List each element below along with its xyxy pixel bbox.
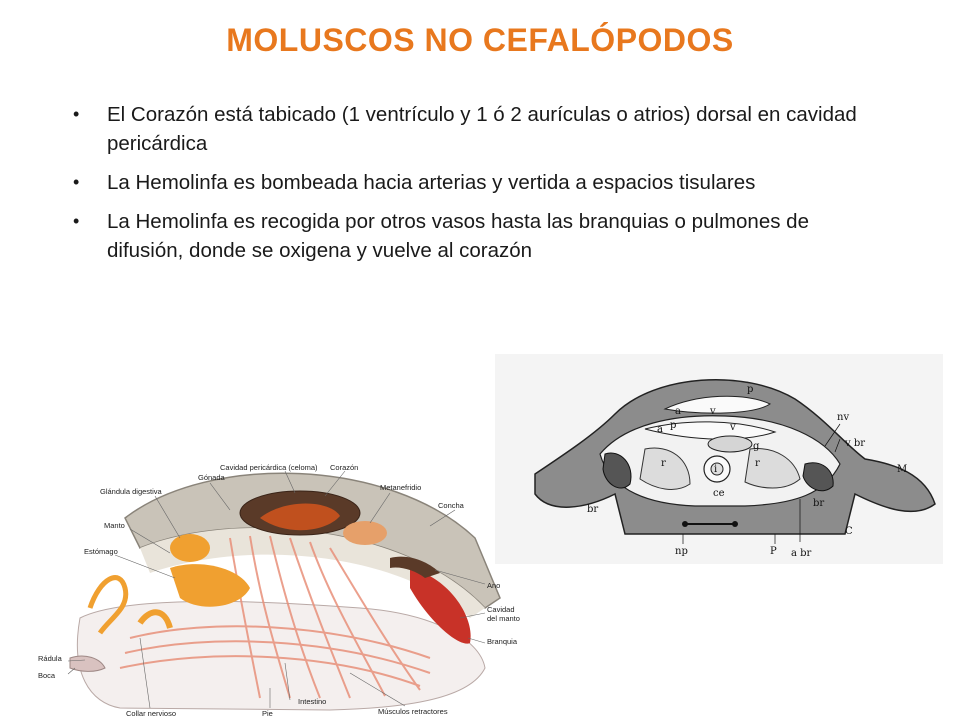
label-a-mid: a (657, 424, 663, 435)
label-p-mid: p (670, 420, 677, 431)
label-cavidad-pericardica: Cavidad pericárdica (celoma) (220, 463, 318, 472)
label-v-top: v (710, 406, 716, 417)
digestive-gland (170, 534, 210, 562)
label-np: np (675, 546, 688, 557)
label-musculos-retractores: Músculos retractores (378, 707, 448, 716)
label-br-left: br (587, 504, 599, 515)
label-a-top: a (675, 406, 681, 417)
label-corazon: Corazón (330, 463, 359, 472)
label-metanefridio: Metanefridio (380, 483, 422, 492)
label-pie: Pie (262, 709, 273, 718)
label-M: M (897, 464, 908, 475)
bullet-dot: • (73, 104, 80, 124)
label-intestino: Intestino (298, 697, 327, 706)
label-estomago: Estómago (84, 547, 118, 556)
label-radula: Rádula (38, 654, 62, 663)
gonad-section (708, 436, 752, 452)
label-r-right: r (755, 458, 760, 469)
label-ano: Ano (487, 581, 501, 590)
label-cavidad-manto-2: del manto (487, 614, 520, 623)
label-glandula-digestiva: Glándula digestiva (100, 487, 162, 496)
slide-title: MOLUSCOS NO CEFALÓPODOS (226, 22, 734, 58)
label-gonada: Gónada (198, 473, 225, 482)
label-P: P (770, 546, 777, 557)
label-nv: nv (837, 412, 850, 423)
label-branquia: Branquia (487, 637, 518, 646)
label-br-right: br (813, 498, 825, 509)
bullet-item (70, 100, 890, 158)
label-v-br: v br (845, 438, 866, 449)
label-r-left: r (661, 458, 666, 469)
bullet-dot: • (73, 172, 80, 192)
cross-section-diagram (495, 354, 943, 564)
stomach (170, 564, 250, 607)
bullet-dot: • (73, 211, 80, 231)
anatomy-drawing (30, 458, 520, 720)
label-i: i (714, 464, 718, 475)
bullet-text: El Corazón está tabicado (1 ventrículo y 1 ó 2 aurículas o atrios) dorsal en cavidad pericárdica (107, 103, 857, 155)
bullet-text: La Hemolinfa es bombeada hacia arterias y vertida a espacios tisulares (107, 171, 756, 194)
cross-section-drawing (495, 354, 943, 564)
label-p-top: p (747, 384, 754, 395)
pedal-nerve-left (682, 521, 688, 527)
pedal-nerve-right (732, 521, 738, 527)
label-a-br: a br (791, 548, 812, 559)
label-cavidad-manto-1: Cavidad (487, 605, 515, 614)
label-concha: Concha (438, 501, 464, 510)
label-ce: ce (713, 488, 725, 499)
bullet-item (70, 168, 890, 197)
label-manto: Manto (104, 521, 125, 530)
bullet-list (70, 100, 890, 275)
label-C: C (845, 526, 853, 537)
bullet-text: La Hemolinfa es recogida por otros vasos hasta las branquias o pulmones de difusión, donde se oxigena y vuelve al corazón (107, 210, 809, 262)
label-collar-nervioso: Collar nervioso (126, 709, 177, 718)
mollusc-anatomy-illustration (30, 458, 520, 720)
label-v-mid: v (730, 422, 736, 433)
bullet-item (70, 207, 890, 265)
label-boca: Boca (38, 671, 56, 680)
metanephridium (343, 521, 387, 545)
label-g: g (753, 441, 760, 452)
